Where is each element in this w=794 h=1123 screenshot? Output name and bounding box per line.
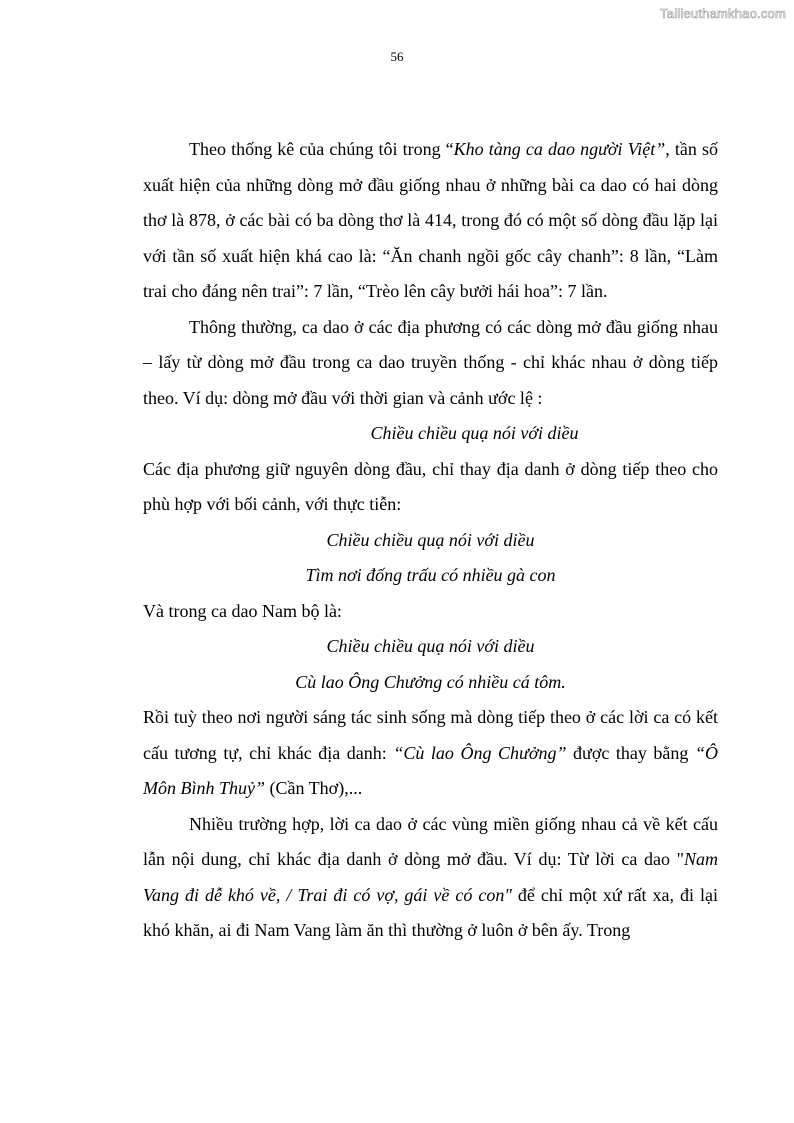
page-number: 56 — [390, 49, 404, 64]
verse-line: Tìm nơi đống trấu có nhiều gà con — [305, 565, 556, 585]
paragraph-5-text-a: Rồi tuỳ theo nơi người sáng tác sinh sống mà dòng tiếp theo ở các lời ca có kết cấu tương tự, chỉ khác địa danh: — [143, 707, 718, 763]
verse-line: Chiều chiều quạ nói với diều — [326, 636, 535, 656]
paragraph-4: Và trong ca dao Nam bộ là: — [143, 600, 342, 621]
book-title: Kho tàng ca dao người Việt” — [453, 139, 666, 159]
verse-line: Cù lao Ông Chưởng có nhiều cá tôm. — [295, 671, 566, 692]
quote-place-name: “Cù lao Ông Chưởng” — [393, 742, 567, 763]
paragraph-5-text-c: (Cần Thơ),... — [265, 778, 363, 798]
paragraph-6-text-a: Nhiều trường hợp, lời ca dao ở các vùng miền giống nhau cả về kết cấu lẫn nội dung, chỉ khác địa danh ở dòng mở đầu. Ví dụ: Từ lời ca dao " — [143, 813, 718, 869]
quote-verse: Nam Vang đi dễ khó về, / Trai đi có vợ, gái về có con" — [143, 849, 718, 905]
paragraph-6 — [143, 807, 718, 949]
verse-line: Chiều chiều quạ nói với diều — [370, 423, 579, 443]
quote-place-name: “Ô Môn Bình Thuỷ” — [143, 742, 718, 798]
paragraph-5-text-b: được thay bằng — [566, 742, 695, 763]
paragraph-5 — [143, 700, 718, 807]
page-body — [143, 132, 718, 949]
paragraph-1 — [143, 132, 718, 310]
paragraph-6-text-b: để chỉ một xứ rất xa, đi lại khó khăn, ai đi Nam Vang làm ăn thì thường ở luôn ở bên ấy. Trong — [143, 884, 718, 940]
paragraph-2: Thông thường, ca dao ở các địa phương có các dòng mở đầu giống nhau – lấy từ dòng mở đầu trong ca dao truyền thống - chỉ khác nhau ở dòng tiếp theo. Ví dụ: dòng mở đầu với thời gian và cảnh ước lệ : — [143, 316, 718, 408]
watermark: Tailieuthamkhao.com — [660, 6, 786, 21]
verse-line: Chiều chiều quạ nói với diều — [326, 529, 535, 550]
paragraph-3: Các địa phương giữ nguyên dòng đầu, chỉ thay địa danh ở dòng tiếp theo cho phù hợp với bối cảnh, với thực tiễn: — [143, 458, 718, 514]
paragraph-1-text-a: Theo thống kê của chúng tôi trong “ — [189, 139, 454, 159]
paragraph-1-text-b: , tần số xuất hiện của những dòng mở đầu giống nhau ở những bài ca dao có hai dòng thơ là 878, ở các bài có ba dòng thơ là 414, trong đó có một số dòng đầu lặp lại với tần số xuất hiện khá cao là: “Ăn chanh ngồi gốc cây chanh”: 8 lần, “Làm trai cho đáng nên trai”: 7 lần, “Trèo lên cây bưởi hái hoa”: 7 lần. — [143, 139, 718, 301]
